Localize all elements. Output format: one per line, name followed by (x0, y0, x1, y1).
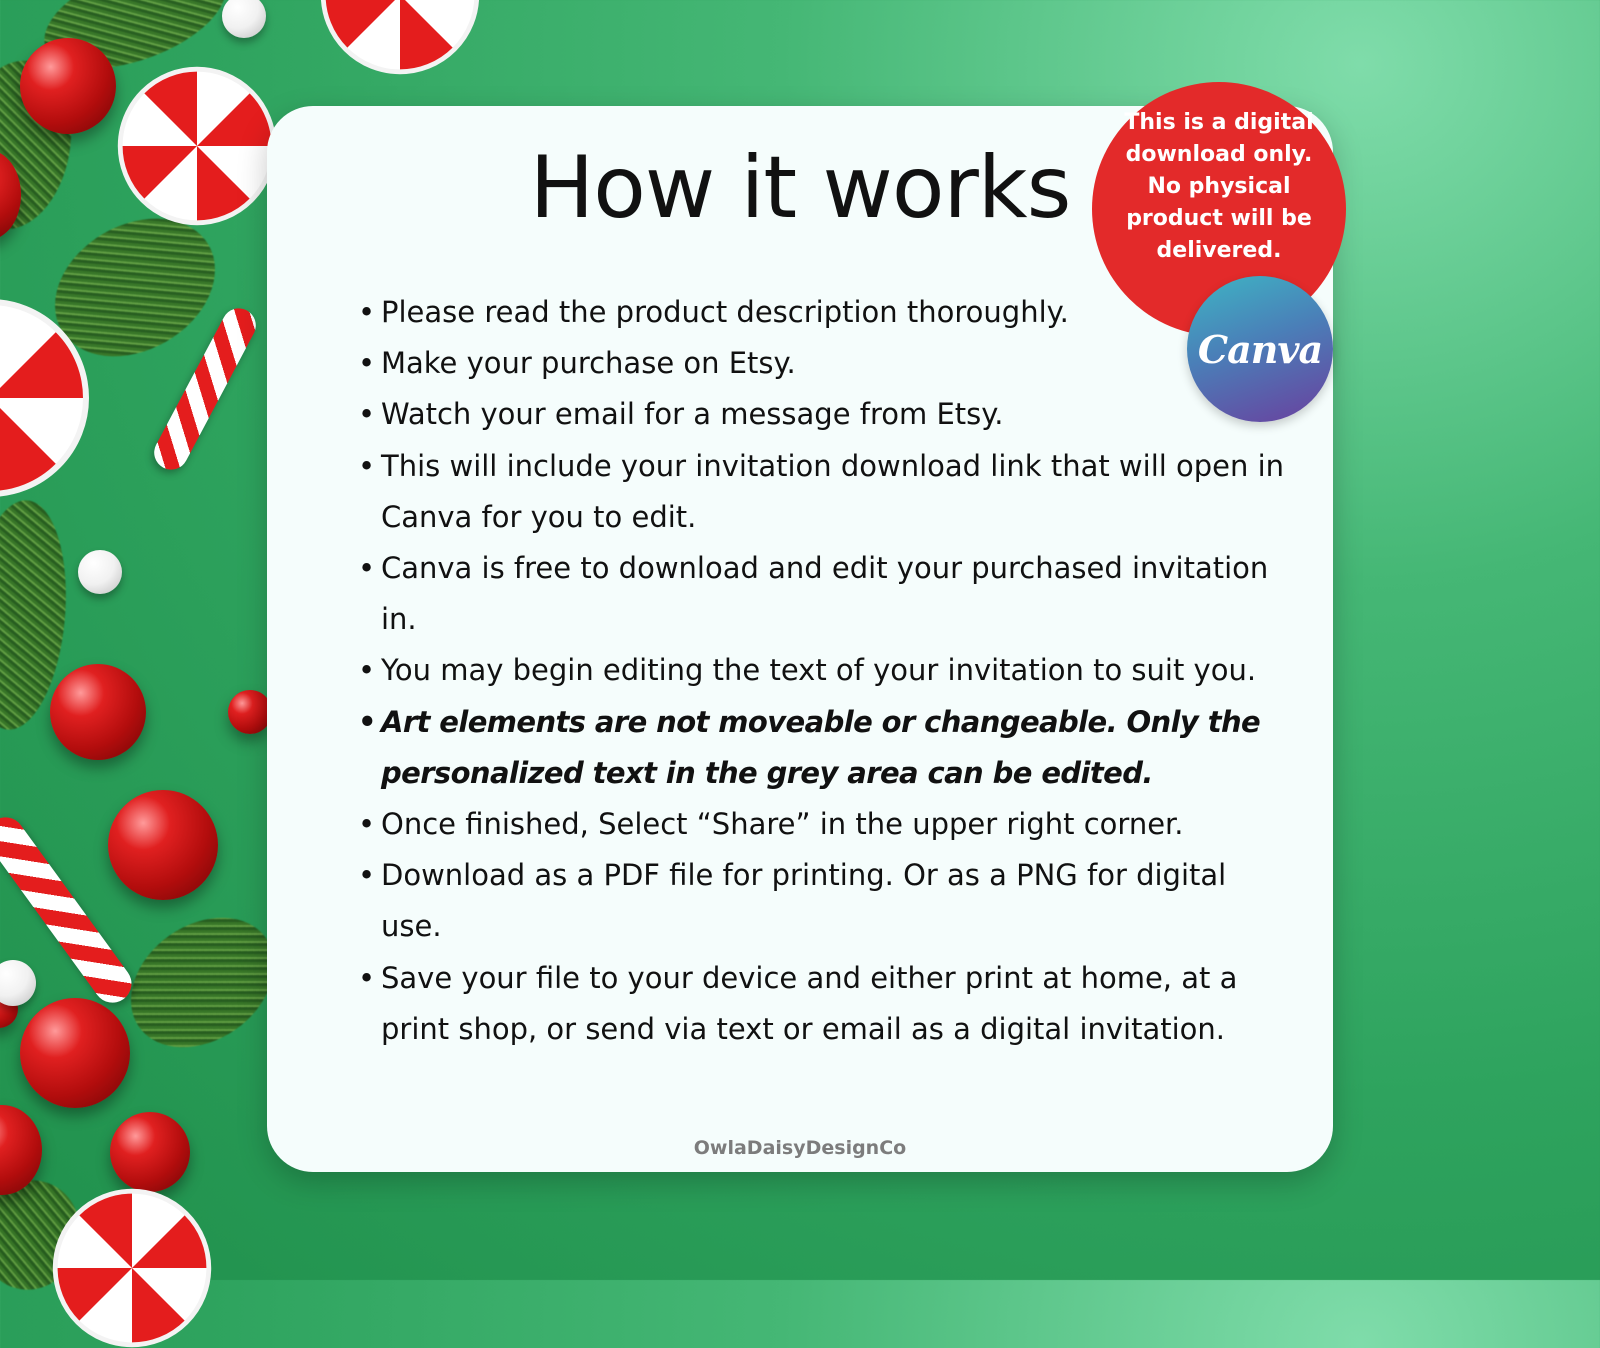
list-item: • Make your purchase on Etsy. (358, 338, 1288, 389)
list-item: • Save your file to your device and either print at home, at a print shop, or send via text or email as a digital invitation. (358, 953, 1288, 1055)
red-ornament (50, 664, 146, 760)
red-ornament (20, 38, 116, 134)
list-item: • Canva is free to download and edit your purchased invitation in. (358, 543, 1288, 645)
list-item: • Watch your email for a message from Etsy. (358, 389, 1288, 440)
badge-text: This is a digital download only. No physical product will be delivered. (1124, 110, 1314, 263)
canva-logo-text: Canva (1197, 326, 1323, 372)
white-pearl (222, 0, 266, 38)
list-item: • Once finished, Select “Share” in the upper right corner. (358, 799, 1288, 850)
steps-list (358, 287, 1288, 1055)
list-item: • This will include your invitation download link that will open in Canva for you to edit. (358, 441, 1288, 543)
red-ornament (108, 790, 218, 900)
shop-name: OwlaDaisyDesignCo (693, 1137, 907, 1159)
peppermint-candy (320, 0, 480, 75)
peppermint-candy (0, 298, 90, 498)
list-item: • Download as a PDF file for printing. Or as a PNG for digital use. (358, 850, 1288, 952)
white-pearl (78, 550, 122, 594)
list-item-emphasis: • Art elements are not moveable or changeable. Only the personalized text in the grey area can be edited. (358, 697, 1288, 799)
red-ornament (20, 998, 130, 1108)
page-title: How it works (529, 138, 1071, 238)
red-ornament (228, 690, 272, 734)
white-pearl (0, 960, 36, 1006)
list-item: • You may begin editing the text of your invitation to suit you. (358, 645, 1288, 696)
list-item: • Please read the product description thoroughly. (358, 287, 1288, 338)
peppermint-candy (52, 1188, 212, 1348)
